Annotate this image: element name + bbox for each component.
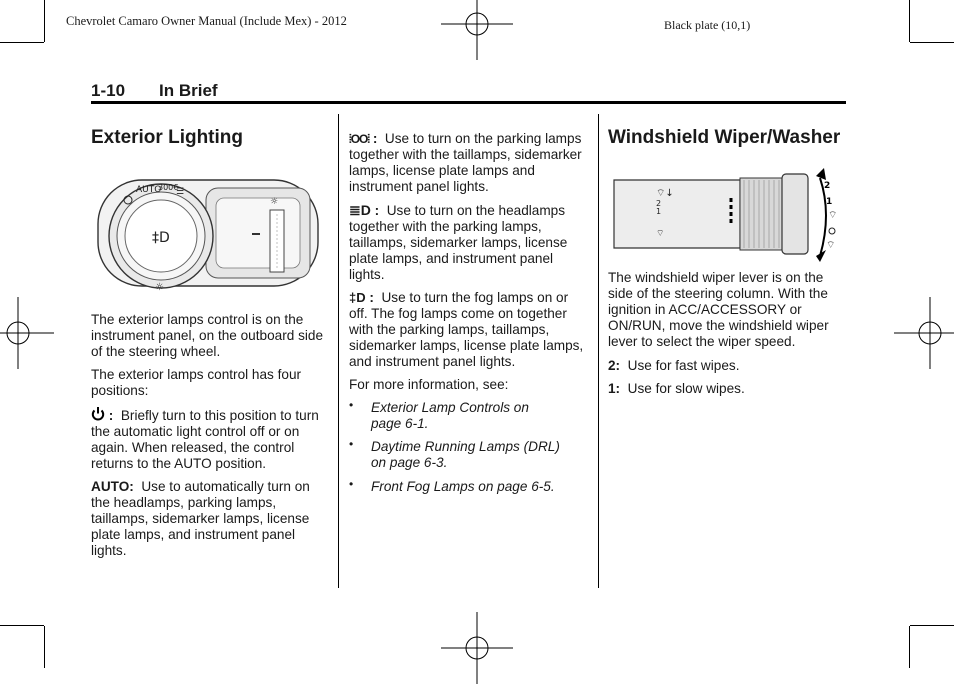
heading-exterior-lighting: Exterior Lighting bbox=[91, 127, 243, 148]
paragraph: The exterior lamps control has four positions: bbox=[91, 367, 302, 398]
registration-mark bbox=[441, 612, 513, 684]
registration-mark bbox=[0, 297, 54, 369]
reference-item: • Front Fog Lamps on page 6-5. bbox=[349, 479, 589, 495]
wiper-description: Use for slow wipes. bbox=[627, 381, 745, 396]
auto-description: Use to automatically turn on the headlamps, parking lamps, taillamps, sidemarker lamps, license plate lamps, and instrument panel lights. bbox=[91, 479, 310, 558]
svg-text:☰: ☰ bbox=[176, 187, 185, 197]
fog-entry: ‡D : Use to turn the fog lamps on or off. The fog lamps come on together with the parking lamps, taillamps, sidemarker lamps, license plate lamps, and instrument panel lights. bbox=[349, 290, 584, 369]
crop-mark bbox=[909, 626, 910, 668]
ref-title: Exterior Lamp Controls on bbox=[371, 400, 529, 415]
paragraph: The windshield wiper lever is on the side of the steering column. With the ignition in ACC/ACCESSORY or ON/RUN, move the windshield wiper lever to select the wiper speed. bbox=[608, 270, 829, 349]
crop-mark bbox=[0, 625, 44, 626]
fog-description: Use to turn the fog lamps on or off. The fog lamps come on together with the parking lamps, taillamps, sidemarker lamps, license plate lamps, and instrument panel lights. bbox=[349, 290, 584, 369]
section-title: In Brief bbox=[159, 81, 218, 100]
svg-text:2: 2 bbox=[656, 199, 662, 208]
svg-text:⌔↓: ⌔↓ bbox=[656, 188, 674, 199]
headlamp-entry: ≣D : Use to turn on the headlamps together with the parking lamps, taillamps, sidemarker lamps, license plate lamps, and instrument panel lights. bbox=[349, 202, 568, 282]
crop-mark bbox=[44, 626, 45, 668]
ref-page: on page 6-3 bbox=[371, 455, 444, 470]
paragraph: The exterior lamps control is on the instrument panel, on the outboard side of the steering wheel. bbox=[91, 312, 324, 359]
svg-text:⌔: ⌔ bbox=[656, 229, 665, 239]
headlamp-icon: ≣D bbox=[349, 202, 371, 218]
ref-title: Daytime Running Lamps (DRL) bbox=[371, 439, 560, 454]
headlamp-description: Use to turn on the headlamps together with the parking lamps, taillamps, sidemarker lamps, license plate lamps, and instrument panel lights. bbox=[349, 203, 568, 282]
ref-page: page 6-1 bbox=[371, 416, 425, 431]
column-divider bbox=[598, 114, 599, 588]
wiper-lever-illustration bbox=[612, 166, 848, 262]
column-lamp-positions bbox=[349, 131, 589, 502]
power-description: Briefly turn to this position to turn the automatic light control off or on again. When released, the control returns to the AUTO position. bbox=[91, 408, 319, 471]
power-entry: : Briefly turn to this position to turn the automatic light control off or on again. When released, the control returns to the AUTO position. bbox=[91, 408, 319, 471]
column-divider bbox=[338, 114, 339, 588]
wiper-item bbox=[608, 358, 846, 374]
svg-text:300€: 300€ bbox=[158, 183, 179, 192]
wiper-term: 2: bbox=[608, 358, 621, 373]
more-info: For more information, see: bbox=[349, 377, 509, 392]
fog-lamp-icon: ‡D bbox=[349, 290, 366, 305]
ref-title: Front Fog Lamps on page 6-5 bbox=[371, 479, 551, 494]
parking-entry: ⦙OO⦙ : Use to turn on the parking lamps together with the taillamps, sidemarker lamps, license plate lamps and instrument panel lights. bbox=[349, 131, 582, 194]
auto-entry bbox=[91, 479, 331, 559]
speed-label-fast: 2 bbox=[824, 181, 831, 191]
section-rule bbox=[91, 101, 846, 104]
column-windshield-wiper bbox=[608, 270, 846, 404]
heading-windshield-wiper: Windshield Wiper/Washer bbox=[608, 127, 841, 148]
wiper-description: Use for fast wipes. bbox=[627, 358, 740, 373]
column-exterior-lighting bbox=[91, 312, 331, 566]
plate-label: Black plate (10,1) bbox=[664, 18, 751, 32]
power-icon bbox=[91, 406, 105, 421]
wiper-item bbox=[608, 381, 846, 397]
exterior-lamp-control-illustration bbox=[96, 170, 320, 294]
reference-item: • Daytime Running Lamps (DRL) on page 6-3. bbox=[349, 439, 589, 471]
speed-label-slow: 1 bbox=[826, 197, 833, 207]
registration-mark bbox=[441, 0, 513, 60]
wiper-term: 1: bbox=[608, 381, 621, 396]
section-header bbox=[91, 81, 252, 101]
parking-lamp-icon: ⦙OO⦙ bbox=[349, 132, 370, 146]
page-number: 1-10 bbox=[91, 81, 126, 100]
svg-text:⌔: ⌔ bbox=[826, 240, 836, 251]
registration-mark bbox=[894, 297, 954, 369]
svg-text:☼: ☼ bbox=[270, 197, 279, 207]
manual-title: Chevrolet Camaro Owner Manual (Include Mex) - 2012 bbox=[66, 14, 347, 28]
svg-text:1: 1 bbox=[656, 207, 662, 216]
crop-mark bbox=[910, 42, 954, 43]
svg-text:‡D: ‡D bbox=[152, 230, 170, 246]
crop-mark bbox=[0, 42, 44, 43]
crop-mark bbox=[44, 0, 45, 42]
crop-mark bbox=[909, 0, 910, 42]
svg-text:⌔: ⌔ bbox=[828, 210, 838, 221]
auto-term: AUTO: bbox=[91, 479, 134, 494]
crop-mark bbox=[910, 625, 954, 626]
reference-item: • Exterior Lamp Controls on page 6-1. bbox=[349, 400, 589, 432]
auto-label: AUTO bbox=[136, 185, 162, 195]
svg-text:☼: ☼ bbox=[155, 282, 164, 293]
parking-description: Use to turn on the parking lamps together with the taillamps, sidemarker lamps, license plate lamps and instrument panel lights. bbox=[349, 131, 582, 194]
